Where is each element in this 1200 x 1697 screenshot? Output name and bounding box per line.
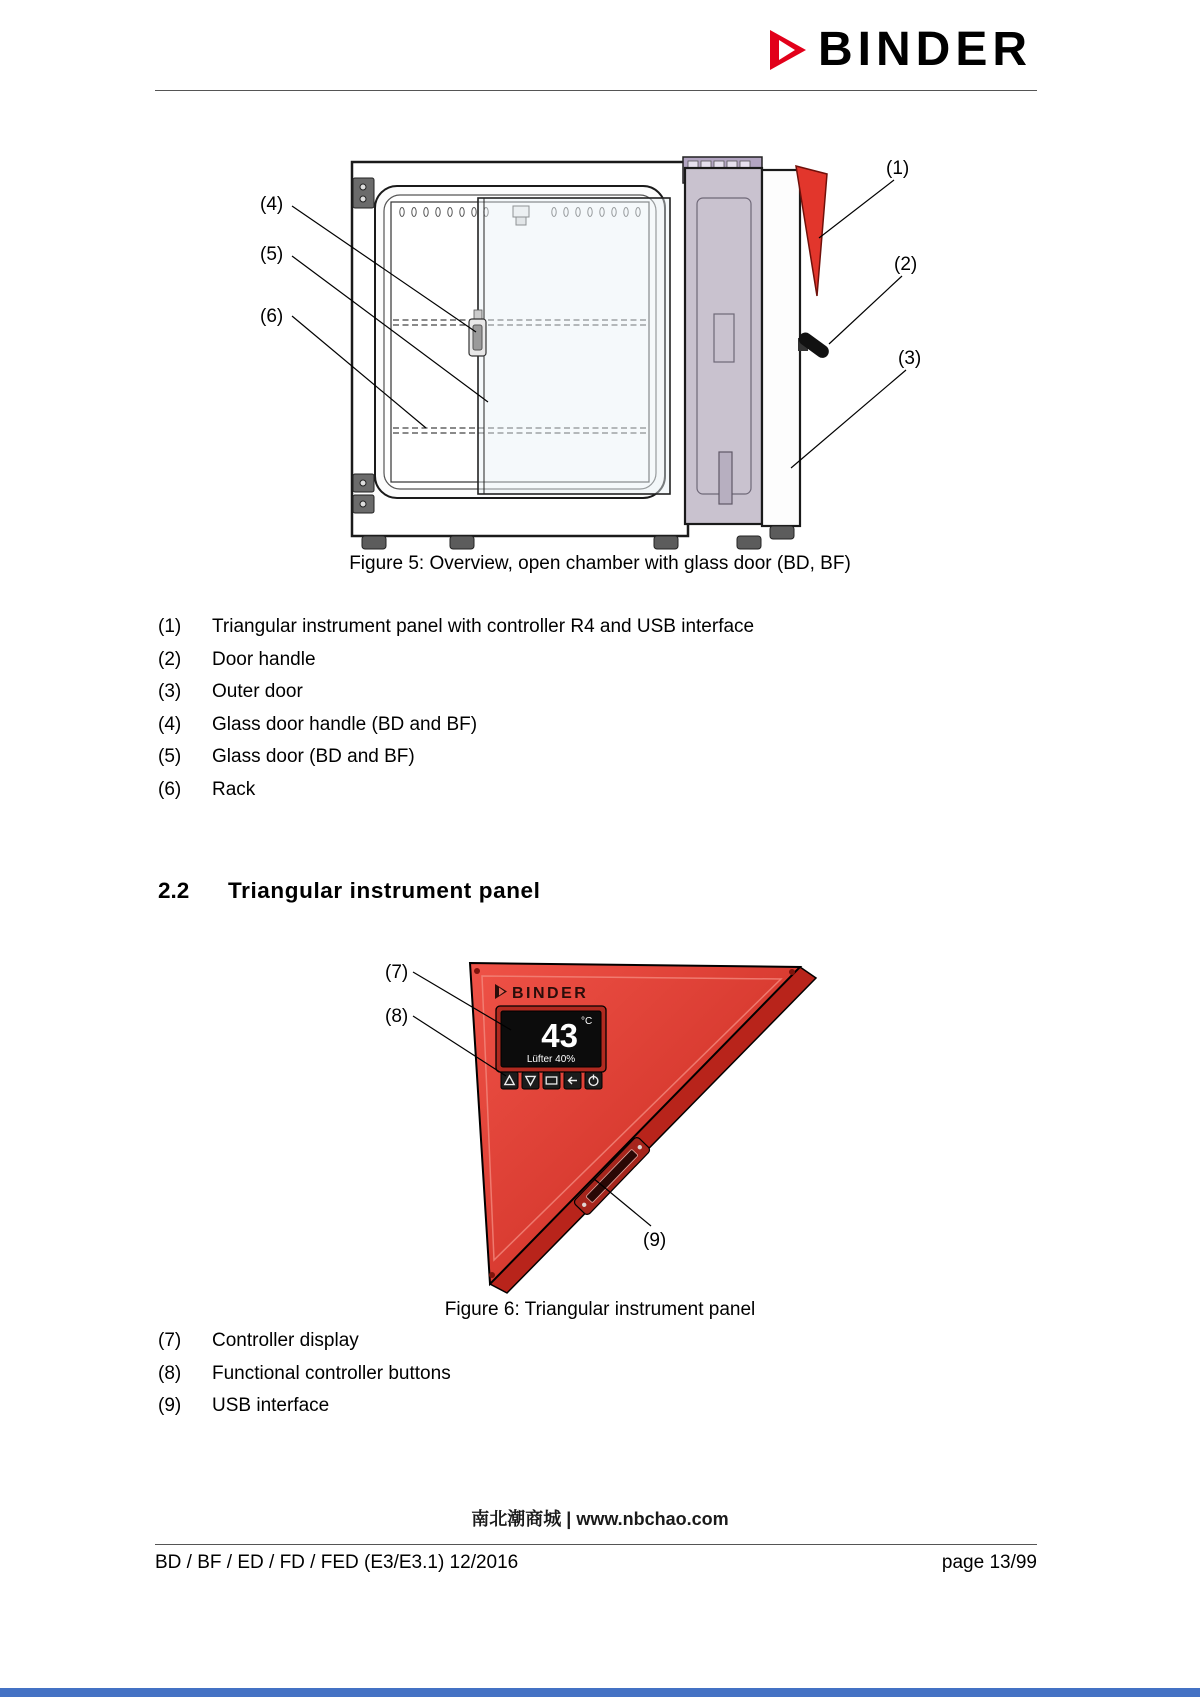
part-number: (8) <box>158 1362 182 1384</box>
display-status: Lüfter 40% <box>526 1054 576 1065</box>
part-label: Functional controller buttons <box>212 1362 451 1384</box>
callout-4: (4) <box>260 194 284 215</box>
display-unit: °C <box>581 1016 593 1027</box>
parts-list-item <box>158 780 754 799</box>
footer-row <box>155 1552 1037 1574</box>
footer-rule <box>155 1544 1037 1545</box>
part-number: (1) <box>158 616 182 637</box>
part-label: Door handle <box>212 648 316 670</box>
bottom-accent-bar <box>0 1688 1200 1697</box>
panel-brand-text: BINDER <box>512 985 589 1002</box>
callout-2: (2) <box>894 254 918 275</box>
parts-list-item <box>158 715 754 734</box>
part-label: Triangular instrument panel with controller R4 and USB interface <box>212 616 755 637</box>
part-number: (7) <box>158 1330 182 1351</box>
controller-buttons <box>501 1072 602 1089</box>
part-number: (2) <box>158 648 182 670</box>
part-label: Glass door (BD and BF) <box>212 746 415 767</box>
outer-door-open <box>683 157 762 524</box>
figure5-caption: Figure 5: Overview, open chamber with glass door (BD, BF) <box>349 553 851 574</box>
footer-page-number: page 13/99 <box>941 1552 1037 1573</box>
section-number: 2.2 <box>158 878 190 903</box>
door-handle <box>796 330 831 361</box>
callout-9: (9) <box>643 1230 667 1251</box>
part-label: USB interface <box>212 1395 330 1416</box>
part-number: (5) <box>158 746 182 767</box>
figure6-parts-list <box>158 1331 451 1429</box>
footer-doc-ref: BD / BF / ED / FD / FED (E3/E3.1) 12/2016 <box>155 1552 519 1573</box>
callout-3: (3) <box>898 348 922 369</box>
figure6-drawing <box>375 950 835 1295</box>
display-value: 43 <box>541 1017 578 1054</box>
callout-6: (6) <box>260 306 284 327</box>
parts-list-item <box>158 1396 451 1415</box>
controller-display <box>496 1006 606 1072</box>
callout-8: (8) <box>385 1006 409 1027</box>
parts-list-item <box>158 617 754 636</box>
header-rule <box>155 90 1037 91</box>
binder-logo <box>766 23 1032 76</box>
part-label: Rack <box>212 778 256 800</box>
binder-logo-text: BINDER <box>817 23 1032 76</box>
callout-1: (1) <box>886 158 910 179</box>
section-title: Triangular instrument panel <box>228 878 541 903</box>
figure6-caption: Figure 6: Triangular instrument panel <box>444 1299 756 1320</box>
enter-button <box>543 1072 560 1089</box>
parts-list-item <box>158 747 754 766</box>
parts-list-item <box>158 1364 451 1383</box>
part-label: Glass door handle (BD and BF) <box>212 713 478 735</box>
figure5-drawing <box>250 146 950 558</box>
parts-list-item <box>158 650 754 669</box>
glass-door <box>478 198 670 494</box>
figure5-parts-list <box>158 617 754 812</box>
parts-list-item <box>158 682 754 701</box>
part-number: (3) <box>158 681 182 702</box>
section-heading <box>158 878 541 904</box>
chamber-side-panel <box>762 170 800 526</box>
watermark: 南北潮商城 | www.nbchao.com <box>471 1509 729 1529</box>
callout-5: (5) <box>260 244 284 265</box>
part-number: (9) <box>158 1395 182 1416</box>
callout-7: (7) <box>385 962 409 983</box>
part-label: Outer door <box>212 681 303 702</box>
part-label: Controller display <box>212 1330 359 1351</box>
parts-list-item <box>158 1331 451 1350</box>
part-number: (4) <box>158 713 182 735</box>
binder-chevron-icon <box>766 27 810 73</box>
part-number: (6) <box>158 778 182 800</box>
